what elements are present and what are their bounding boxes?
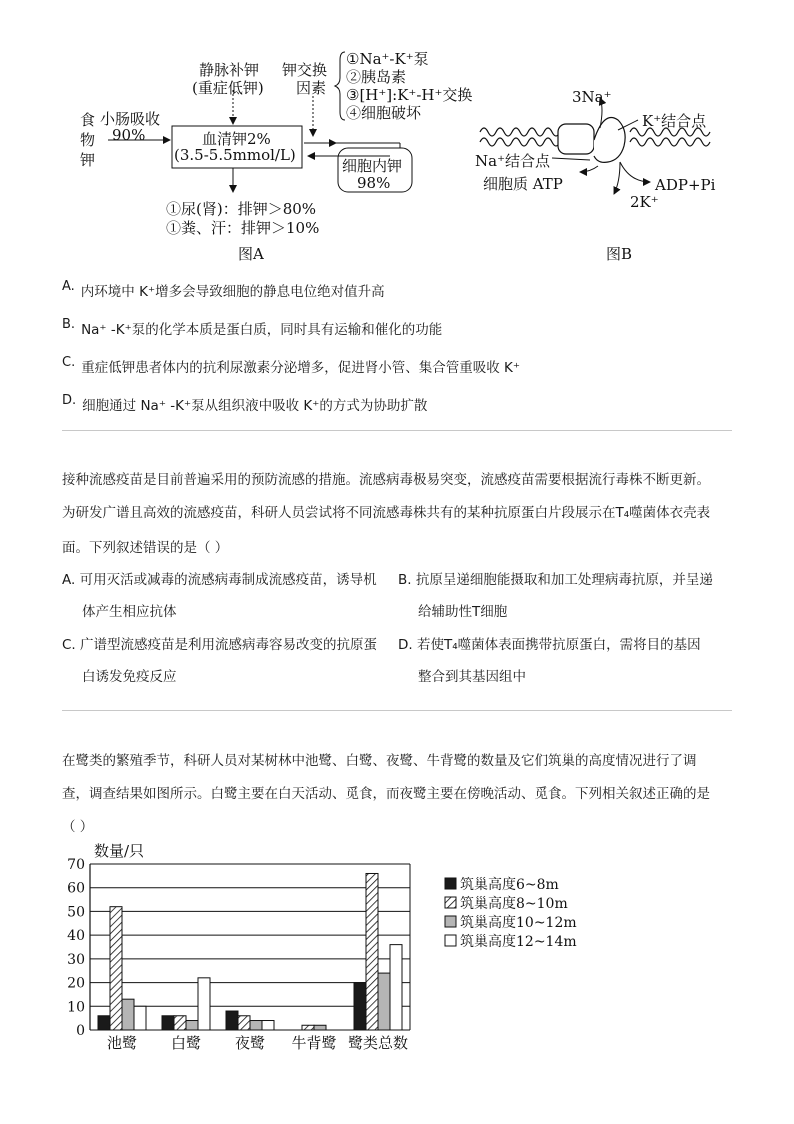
divider	[62, 710, 732, 711]
q1-option-b[interactable]	[62, 318, 442, 338]
figure-b-caption: 图B	[606, 245, 633, 263]
q2-option-d[interactable]	[398, 629, 701, 662]
intestine-percent: 90%	[112, 126, 146, 144]
bar	[162, 1016, 174, 1030]
atp-label: 细胞质 ATP	[483, 175, 563, 193]
bar	[390, 945, 402, 1030]
x-tick-label: 白鹭	[170, 1034, 202, 1052]
q2-stem-line-2: 为研发广谱且高效的流感疫苗，科研人员尝试将不同流感毒株共有的某种抗原蛋白片段展示在T₄噬菌体衣壳表	[62, 505, 711, 521]
y-tick-label: 40	[67, 928, 85, 945]
legend-label: 筑巢高度10~12m	[460, 915, 577, 931]
k-site-label: K⁺结合点	[642, 112, 707, 130]
k2-label: 2K⁺	[630, 193, 659, 211]
q2-option-b[interactable]	[398, 564, 713, 597]
bar	[378, 973, 390, 1030]
bar	[366, 873, 378, 1030]
option-label: A.	[62, 572, 76, 588]
q1-option-c[interactable]	[62, 356, 520, 376]
cell-label-2: 98%	[357, 174, 391, 192]
q1-option-d[interactable]	[62, 394, 427, 414]
serum-label-1: 血清钾2%	[202, 130, 271, 148]
q1-option-a[interactable]	[62, 280, 385, 300]
x-tick-label: 鹭类总数	[347, 1034, 409, 1052]
y-tick-label: 20	[67, 975, 85, 992]
bar	[354, 983, 366, 1030]
bar	[186, 1021, 198, 1030]
na-site-label: Na⁺结合点	[475, 152, 550, 170]
x-tick-label: 夜鹭	[234, 1034, 266, 1052]
adp-label: ADP+Pi	[655, 176, 716, 194]
bar	[198, 978, 210, 1030]
option-text-1: 可用灭活或减毒的流感病毒制成流感疫苗，诱导机	[79, 572, 377, 588]
q2-option-a[interactable]	[62, 564, 377, 597]
option-label: C.	[62, 355, 76, 370]
figure-a-caption: 图A	[238, 245, 264, 263]
q3-stem-line-2: 查，调查结果如图所示。白鹭主要在白天活动、觅食，而夜鹭主要在傍晚活动、觅食。下列相关叙述正确的是	[62, 786, 710, 802]
option-text: 细胞通过 Na⁺ -K⁺泵从组织液中吸收 K⁺的方式为协助扩散	[82, 398, 428, 414]
serum-label-2: (3.5-5.5mmol/L)	[174, 146, 296, 164]
factor-3: ③[H⁺]:K⁺-H⁺交换	[346, 86, 473, 104]
q2-option-c[interactable]	[62, 629, 377, 662]
y-tick-label: 0	[76, 1023, 85, 1039]
q3-stem-line-3: （ ）	[62, 819, 94, 835]
q2-option-d-cont: 整合到其基因组中	[418, 669, 526, 685]
food-label: 食物钾	[80, 111, 96, 169]
legend-label: 筑巢高度6~8m	[460, 877, 559, 893]
option-label: B.	[398, 572, 412, 588]
option-label: C.	[62, 637, 76, 653]
excrete-label-2: ①粪、汗：排钾＞10%	[166, 219, 320, 237]
factor-1: ①Na⁺-K⁺泵	[346, 50, 429, 68]
option-label: D.	[62, 393, 77, 408]
option-text-1: 广谱型流感疫苗是利用流感病毒容易改变的抗原蛋	[80, 637, 378, 653]
iv-label-1: 静脉补钾	[199, 61, 260, 79]
option-text: 重症低钾患者体内的抗利尿激素分泌增多，促进肾小管、集合管重吸收 K⁺	[81, 360, 520, 376]
option-label: D.	[398, 637, 413, 653]
q2-option-c-cont: 白诱发免疫反应	[82, 669, 177, 685]
bar	[110, 907, 122, 1030]
legend-label: 筑巢高度8~10m	[460, 896, 568, 912]
y-axis-label: 数量/只	[94, 842, 145, 860]
na-label: 3Na⁺	[572, 88, 612, 106]
exchange-label-1: 钾交换	[282, 61, 328, 79]
option-text: Na⁺ -K⁺泵的化学本质是蛋白质，同时具有运输和催化的功能	[81, 322, 443, 338]
y-tick-label: 10	[67, 999, 85, 1016]
y-tick-label: 50	[67, 904, 85, 921]
exchange-label-2: 因素	[296, 79, 327, 97]
legend-swatch	[445, 878, 456, 889]
bar	[302, 1025, 314, 1030]
x-tick-label: 池鹭	[106, 1034, 138, 1052]
factor-4: ④细胞破坏	[346, 104, 422, 122]
legend-swatch	[445, 916, 456, 927]
y-tick-label: 60	[67, 880, 85, 897]
q2-option-b-cont: 给辅助性T细胞	[418, 604, 508, 620]
bar	[134, 1006, 146, 1030]
y-tick-label: 70	[67, 857, 85, 873]
q2-option-a-cont: 体产生相应抗体	[82, 604, 177, 620]
bar	[262, 1021, 274, 1030]
option-text-1: 若使T₄噬菌体表面携带抗原蛋白，需将目的基因	[416, 637, 701, 653]
divider	[62, 430, 732, 431]
legend-label: 筑巢高度12~14m	[460, 934, 577, 950]
iv-label-2: (重症低钾)	[192, 79, 264, 97]
option-label: A.	[62, 279, 75, 294]
bar	[122, 999, 134, 1030]
bar-chart	[55, 840, 595, 1060]
bar	[238, 1016, 250, 1030]
bar	[174, 1016, 186, 1030]
bar	[314, 1025, 326, 1030]
q3-stem-line-1: 在鹭类的繁殖季节，科研人员对某树林中池鹭、白鹭、夜鹭、牛背鹭的数量及它们筑巢的高度情况进行了调	[62, 753, 697, 769]
y-tick-label: 30	[67, 951, 85, 968]
option-label: B.	[62, 317, 76, 332]
cell-label-1: 细胞内钾	[342, 157, 403, 175]
option-text-1: 抗原呈递细胞能摄取和加工处理病毒抗原，并呈递	[415, 572, 713, 588]
bar	[98, 1016, 110, 1030]
excrete-label-1: ①尿(肾)：排钾＞80%	[166, 200, 317, 218]
legend-swatch	[445, 935, 456, 946]
q2-stem-line-1: 接种流感疫苗是目前普遍采用的预防流感的措施。流感病毒极易突变，流感疫苗需要根据流行毒株不断更新。	[62, 472, 710, 488]
x-tick-label: 牛背鹭	[291, 1034, 337, 1052]
intestine-label: 小肠吸收	[100, 110, 161, 128]
q2-stem-line-3: 面。下列叙述错误的是（ ）	[62, 540, 229, 556]
option-text: 内环境中 K⁺增多会导致细胞的静息电位绝对值升高	[80, 284, 385, 300]
bar	[226, 1011, 238, 1030]
factor-2: ②胰岛素	[346, 68, 407, 86]
legend-swatch	[445, 897, 456, 908]
bar	[250, 1021, 262, 1030]
